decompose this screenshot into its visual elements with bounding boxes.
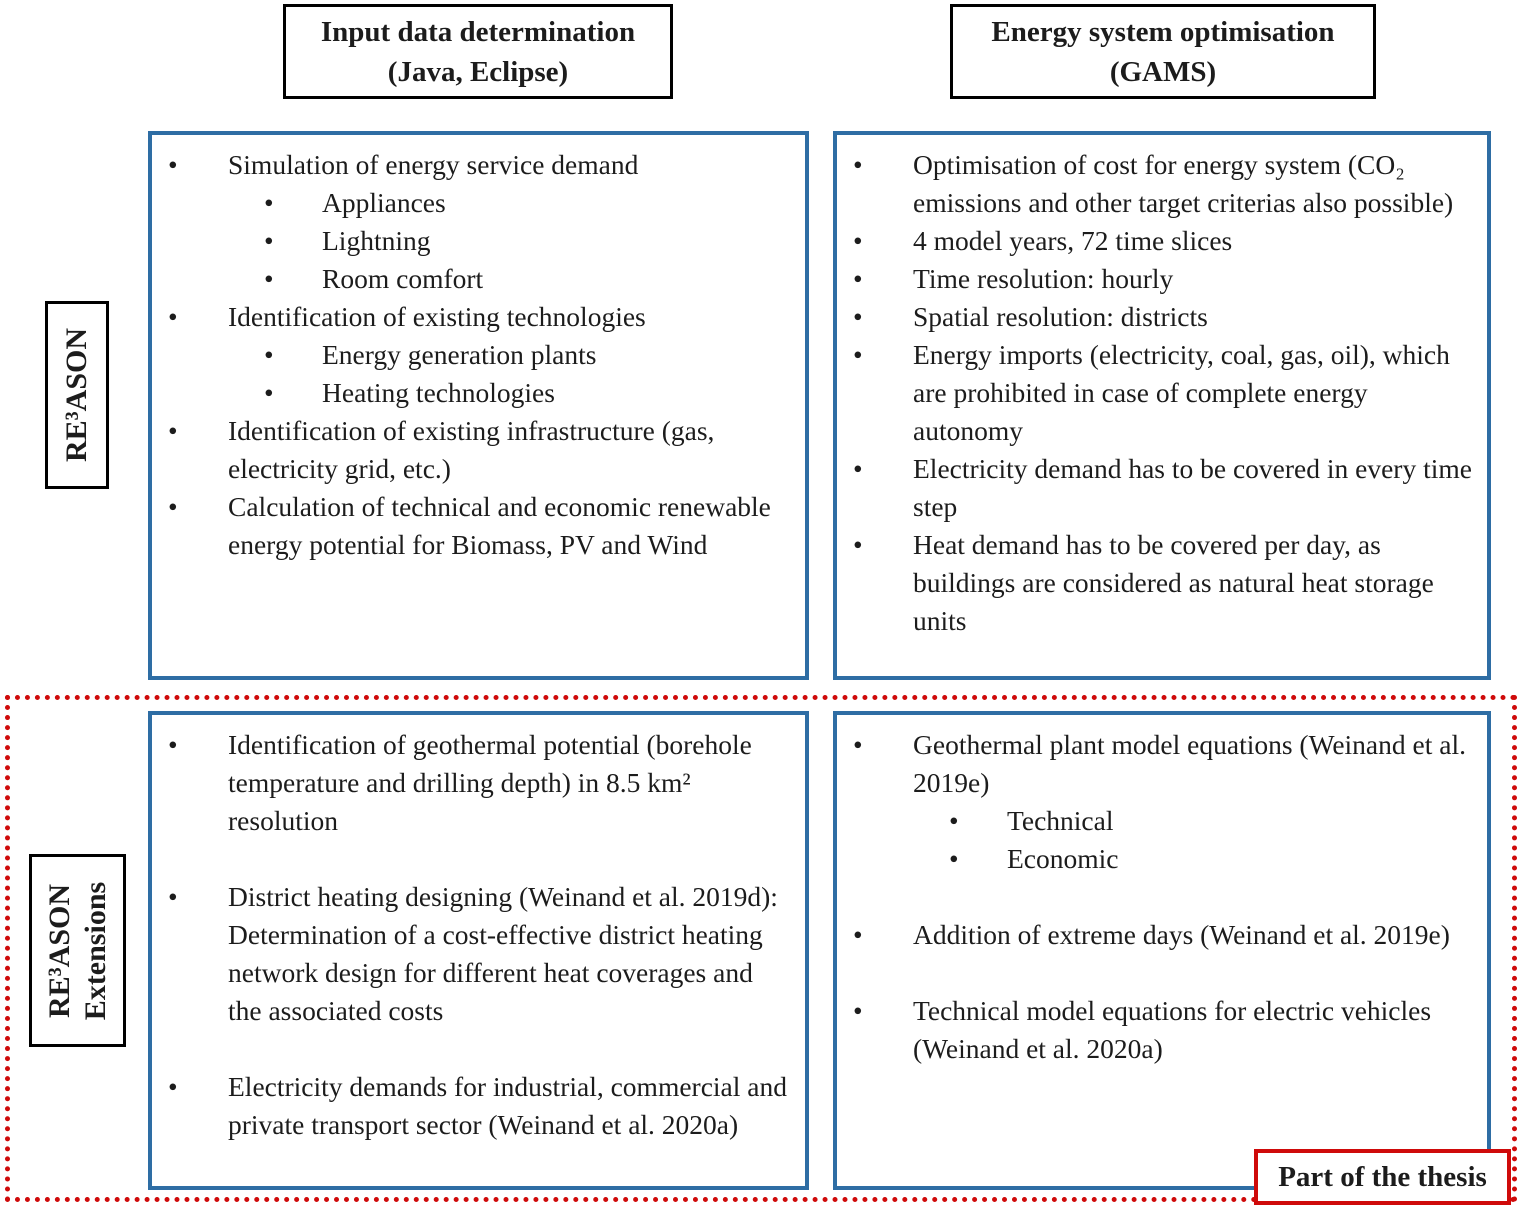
bullet-icon: • (168, 415, 178, 446)
bullet-item (837, 260, 1475, 298)
row-label-reason (45, 301, 109, 489)
bullet-text: Addition of extreme days (Weinand et al. 2019e) (913, 919, 1450, 950)
bullet-text: Identification of existing infrastructure (gas, electricity grid, etc.) (228, 415, 715, 484)
bullet-item (837, 222, 1475, 260)
bullet-text: Spatial resolution: districts (913, 301, 1208, 332)
bullet-item (837, 146, 1475, 222)
box-input-data-reason (148, 131, 809, 680)
bullet-item (152, 146, 793, 184)
bullet-icon: • (853, 263, 863, 294)
bullet-text: Calculation of technical and economic renewable energy potential for Biomass, PV and Wind (228, 491, 771, 560)
bullet-text: Identification of geothermal potential (borehole temperature and drilling depth) in 8.5 km² resolution (228, 729, 752, 836)
bullet-item (152, 488, 793, 564)
bullet-icon: • (853, 301, 863, 332)
bullet-text: Electricity demand has to be covered in every time step (913, 453, 1472, 522)
bullet-text: Technical (1007, 805, 1114, 836)
bullet-item (152, 878, 793, 1030)
bullet-item (837, 298, 1475, 336)
header-input-data-determination (283, 4, 673, 99)
bullet-item (837, 726, 1475, 802)
bullet-icon: • (264, 377, 274, 408)
box-input-data-extensions (148, 711, 809, 1190)
bullet-text: Appliances (322, 187, 446, 218)
bullet-text: Technical model equations for electric vehicles (Weinand et al. 2020a) (913, 995, 1432, 1064)
bullet-item (837, 336, 1475, 450)
bullet-text: Energy generation plants (322, 339, 597, 370)
bullet-text: Optimisation of cost for energy system (CO₂ emissions and other target criterias also possible) (913, 149, 1454, 218)
bullet-item (152, 222, 793, 260)
bullet-icon: • (949, 843, 959, 874)
bullet-item (837, 526, 1475, 640)
header-title-line: Energy system optimisation (991, 15, 1335, 48)
bullet-icon: • (853, 995, 863, 1026)
bullet-item (837, 992, 1475, 1068)
bullet-icon: • (853, 529, 863, 560)
bullet-item (837, 802, 1475, 840)
bullet-item (152, 412, 793, 488)
bullet-text: Lightning (322, 225, 431, 256)
bullet-icon: • (853, 225, 863, 256)
header-subtitle-line: (Java, Eclipse) (387, 55, 569, 88)
bullet-icon: • (168, 301, 178, 332)
bullet-text: Heat demand has to be covered per day, as buildings are considered as natural heat storage units (913, 529, 1434, 636)
bullet-icon: • (168, 149, 178, 180)
bullet-icon: • (168, 1071, 178, 1102)
bullet-text: Economic (1007, 843, 1119, 874)
bullet-text: Electricity demands for industrial, commercial and private transport sector (Weinand et al. 2020a) (228, 1071, 787, 1140)
bullet-icon: • (853, 339, 863, 370)
bullet-icon: • (853, 729, 863, 760)
header-title-line: Input data determination (320, 15, 636, 48)
part-of-thesis-text: Part of the thesis (1278, 1160, 1487, 1193)
bullet-icon: • (853, 149, 863, 180)
row-label-reason-extensions (29, 854, 126, 1047)
bullet-text: Time resolution: hourly (913, 263, 1174, 294)
bullet-icon: • (168, 881, 178, 912)
bullet-icon: • (264, 339, 274, 370)
bullet-icon: • (264, 187, 274, 218)
bullet-text: District heating designing (Weinand et al. 2019d): Determination of a cost-effective district heating network design for different heat coverages and the associated costs (228, 881, 778, 1026)
bullet-item (152, 336, 793, 374)
bullet-item (152, 1068, 793, 1144)
bullet-text: Geothermal plant model equations (Weinand et al. 2019e) (913, 729, 1466, 798)
bullet-icon: • (168, 729, 178, 760)
header-energy-system-optimisation (950, 4, 1376, 99)
bullet-icon: • (264, 225, 274, 256)
bullet-item (837, 840, 1475, 878)
header-subtitle-line: (GAMS) (1109, 55, 1217, 88)
bullet-text: Heating technologies (322, 377, 555, 408)
bullet-icon: • (853, 453, 863, 484)
bullet-icon: • (168, 491, 178, 522)
bullet-item (152, 184, 793, 222)
row-label-line: RE³ASON (42, 883, 76, 1018)
row-label-reason-text (59, 328, 95, 462)
bullet-text: Room comfort (322, 263, 484, 294)
box-optimisation-extensions (833, 711, 1491, 1190)
bullet-item (152, 374, 793, 412)
bullet-text: Identification of existing technologies (228, 301, 646, 332)
bullet-text: Simulation of energy service demand (228, 149, 639, 180)
bullet-icon: • (264, 263, 274, 294)
bullet-text: 4 model years, 72 time slices (913, 225, 1233, 256)
part-of-thesis-label (1254, 1149, 1511, 1205)
bullet-item (152, 260, 793, 298)
bullet-item (152, 298, 793, 336)
row-label-extensions-text (42, 881, 114, 1019)
box-optimisation-reason (833, 131, 1491, 680)
bullet-item (837, 450, 1475, 526)
bullet-item (837, 916, 1475, 954)
row-label-line: Extensions (78, 881, 112, 1020)
bullet-item (152, 726, 793, 840)
bullet-icon: • (853, 919, 863, 950)
bullet-icon: • (949, 805, 959, 836)
row-label-line: RE³ASON (60, 327, 93, 463)
bullet-text: Energy imports (electricity, coal, gas, oil), which are prohibited in case of complete energy autonomy (913, 339, 1450, 446)
